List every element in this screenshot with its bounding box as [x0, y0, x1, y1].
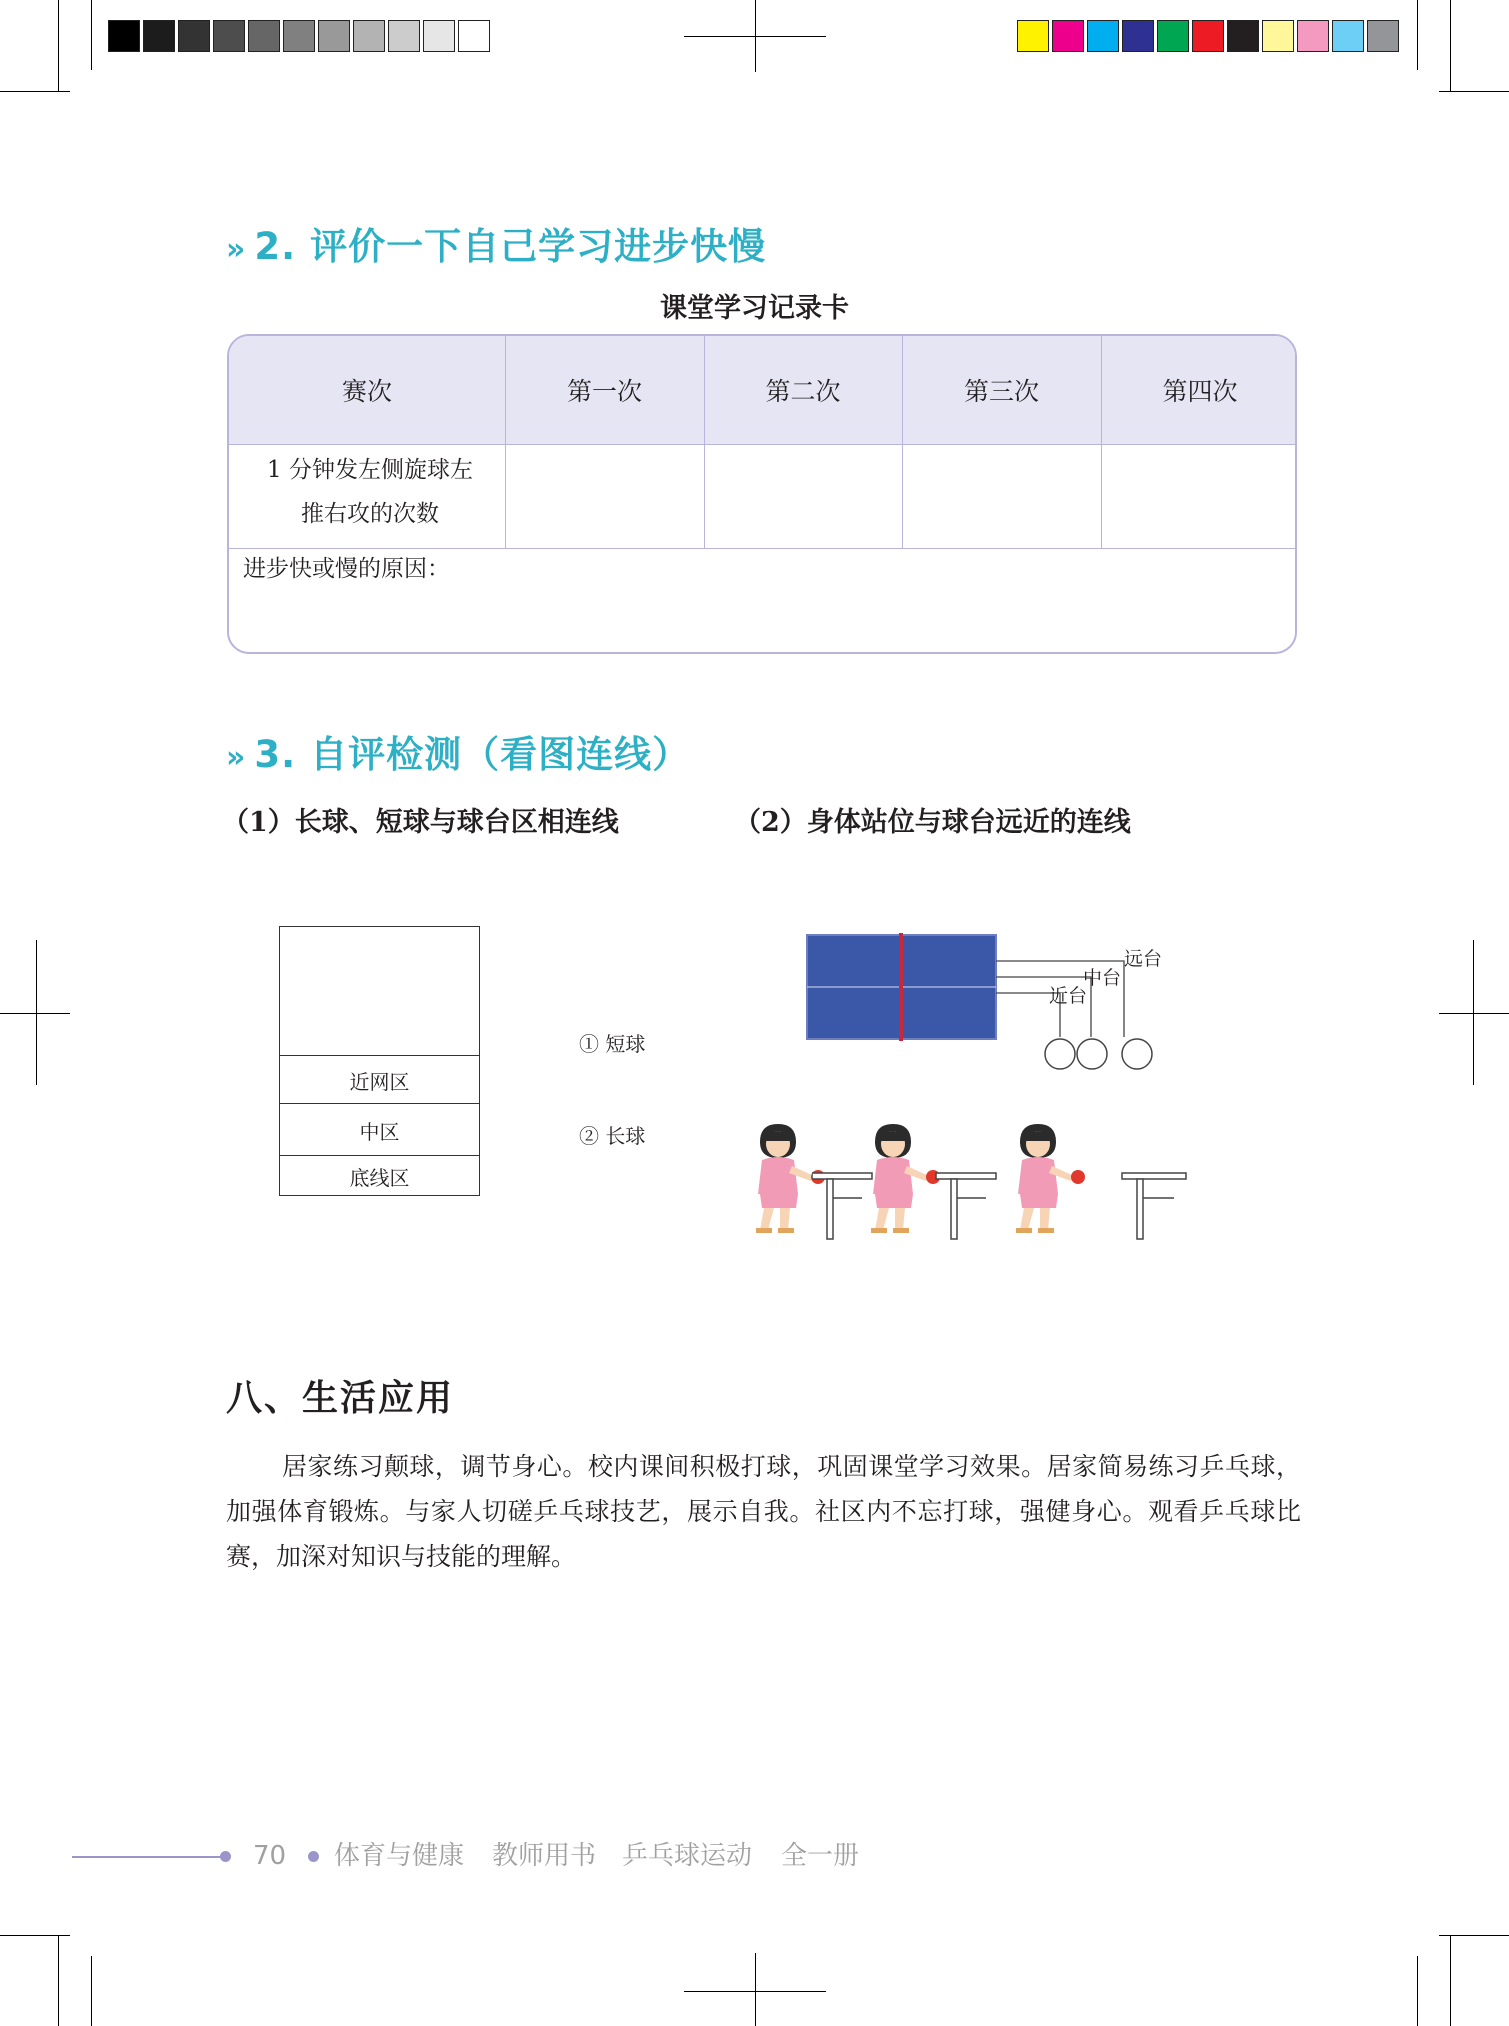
footer-volume: 全一册 — [781, 1841, 860, 1871]
table-position-diagram — [800, 925, 1163, 1075]
calibration-swatch — [1192, 20, 1224, 52]
count-cell-1[interactable] — [506, 445, 703, 548]
record-card-title: 课堂学习记录卡 — [660, 293, 849, 324]
row-label — [239, 448, 501, 536]
chevron-icon: » — [226, 232, 247, 267]
calibration-swatch — [458, 20, 490, 52]
section-3-heading — [226, 724, 690, 778]
section-8-title: 八、生活应用 — [226, 1377, 455, 1419]
option-long-ball[interactable]: ② 长球 — [579, 1124, 646, 1148]
reason-label: 进步快或慢的原因： — [243, 556, 450, 582]
position-far-label: 远台 — [1124, 948, 1163, 970]
calibration-swatch — [1332, 20, 1364, 52]
row-label-line-2: 推右攻的次数 — [301, 501, 439, 527]
zone-baseline[interactable]: 底线区 — [280, 1155, 479, 1197]
calibration-swatch — [1157, 20, 1189, 52]
footer-book: 体育与健康 — [334, 1841, 465, 1871]
subquestion-2: （2）身体站位与球台远近的连线 — [734, 807, 1131, 838]
header-cell-fourth: 第四次 — [1162, 377, 1238, 406]
position-mid-label: 中台 — [1083, 967, 1122, 989]
calibration-swatch — [1052, 20, 1084, 52]
header-cell-third: 第三次 — [963, 377, 1039, 406]
calibration-swatch — [1297, 20, 1329, 52]
calibration-swatch — [248, 20, 280, 52]
calibration-swatch — [1017, 20, 1049, 52]
calibration-swatch — [143, 20, 175, 52]
calibration-swatch — [283, 20, 315, 52]
footer-rule — [72, 1856, 224, 1858]
option-short-ball[interactable]: ① 短球 — [579, 1032, 646, 1056]
calibration-swatch — [318, 20, 350, 52]
calibration-swatch — [1087, 20, 1119, 52]
calibration-swatch — [1122, 20, 1154, 52]
calibration-swatch — [353, 20, 385, 52]
subquestion-1: （1）长球、短球与球台区相连线 — [222, 807, 619, 838]
zone-near-net[interactable]: 近网区 — [280, 1055, 479, 1104]
calibration-swatch — [423, 20, 455, 52]
count-cell-3[interactable] — [903, 445, 1100, 548]
record-card-table — [227, 334, 1297, 654]
calibration-swatch — [388, 20, 420, 52]
position-near-circle — [1045, 1039, 1075, 1069]
page-number: 70 — [253, 1841, 287, 1871]
footer-topic: 乒乓球运动 — [622, 1841, 753, 1871]
calibration-swatch — [108, 20, 140, 52]
section-3-title: 3. 自评检测（看图连线） — [254, 733, 691, 776]
page-footer — [0, 1836, 1509, 1876]
calibration-swatch — [213, 20, 245, 52]
position-mid-circle — [1077, 1039, 1107, 1069]
header-cell-first: 第一次 — [566, 377, 642, 406]
section-8-paragraph: 居家练习颠球，调节身心。校内课间积极打球，巩固课堂学习效果。居家简易练习乒乓球，加强体育锻炼。与家人切磋乒乓球技艺，展示自我。社区内不忘打球，强健身心。观看乒乓球比赛，加深对知识与技能的理解。 — [226, 1452, 1301, 1571]
footer-dot-icon — [308, 1851, 319, 1862]
half-court-diagram — [279, 926, 480, 1196]
count-cell-4[interactable] — [1102, 445, 1297, 548]
calibration-swatch — [178, 20, 210, 52]
position-far-circle — [1122, 1039, 1152, 1069]
chevron-icon: » — [226, 740, 247, 775]
header-cell-round: 赛次 — [341, 377, 392, 406]
section-2-title: 2. 评价一下自己学习进步快慢 — [254, 225, 767, 268]
table-side-views — [812, 1168, 1192, 1242]
header-cell-second: 第二次 — [765, 377, 841, 406]
position-near-label: 近台 — [1049, 985, 1088, 1007]
footer-type: 教师用书 — [492, 1841, 597, 1871]
calibration-swatch — [1262, 20, 1294, 52]
calibration-swatch — [1227, 20, 1259, 52]
section-2-heading — [226, 216, 766, 270]
count-cell-2[interactable] — [705, 445, 901, 548]
row-label-line-1: 1 分钟发左侧旋球左 — [267, 457, 473, 483]
footer-dot-icon — [220, 1851, 231, 1862]
calibration-swatch — [1367, 20, 1399, 52]
zone-middle[interactable]: 中区 — [280, 1103, 479, 1156]
